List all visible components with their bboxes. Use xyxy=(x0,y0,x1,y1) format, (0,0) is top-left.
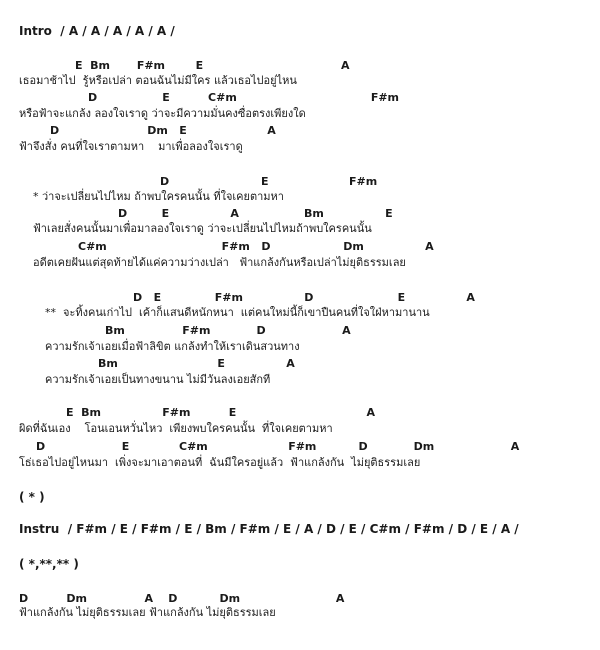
verse1-chords-2: D E C#m F#m xyxy=(88,91,400,104)
chorus-lyric-2: ฟ้าเลยสั่งคนนั้นมาเพื่อมาลองใจเราดู ว่าจะเปลี่ยนไปไหมถ้าพบใครคนนั้น xyxy=(33,222,372,235)
repeat-chorus: ( * ) xyxy=(19,490,45,504)
ending-chords: D Dm A D Dm A xyxy=(19,592,345,605)
verse2-lyric-2: โธ่เธอไปอยู่ไหนมา เพิ่งจะมาเอาตอนที่ ฉันมีใครอยู่แล้ว ฟ้าแกล้งกัน ไม่ยุติธรรมเลย xyxy=(19,456,421,469)
chorus-lyric-1: * ว่าจะเปลี่ยนไปไหม ถ้าพบใครคนนั้น ที่ใจเคยตามหา xyxy=(33,190,284,203)
verse1-lyric-1: เธอมาช้าไป รู้หรือเปล่า ตอนฉันไม่มีใคร แล้วเธอไปอยู่ไหน xyxy=(19,74,297,87)
verse1-lyric-2: หรือฟ้าจะแกล้ง ลองใจเราดู ว่าจะมีความมั่นคงซื่อตรงเพียงใด xyxy=(19,107,306,120)
verse2-lyric-1: ผิดที่ฉันเอง โอนเอนหวั่นไหว เพียงพบใครคนนั้น ที่ใจเคยตามหา xyxy=(19,422,333,435)
hook-lyric-2: ความรักเจ้าเอยเมื่อฟ้าลิขิต แกล้งทำให้เราเดินสวนทาง xyxy=(45,340,300,353)
intro-line: Intro / A / A / A / A / A / xyxy=(19,24,175,38)
verse1-chords-3: D Dm E A xyxy=(50,124,276,137)
verse1-chords-1: E Bm F#m E A xyxy=(75,59,350,72)
chorus-lyric-3: อดีตเคยฝันแต่สุดท้ายได้แค่ความว่างเปล่า ฟ้าแกล้งกันหรือเปล่าไม่ยุติธรรมเลย xyxy=(33,256,406,269)
verse2-chords-1: E Bm F#m E A xyxy=(66,406,376,419)
hook-chords-3: Bm E A xyxy=(98,357,295,370)
repeat-sections: ( *,**,** ) xyxy=(19,557,79,571)
hook-lyric-1: ** จะทิ้งคนเก่าไป เค้าก็แสนดีหนักหนา แต่คนใหม่นี้ก็เขาปืนคนที่ใจใฝ่หามานาน xyxy=(45,306,430,319)
chorus-chords-3: C#m F#m D Dm A xyxy=(78,240,434,253)
verse1-lyric-3: ฟ้าจึงสั่ง คนที่ใจเราตามหา มาเพื่อลองใจเราดู xyxy=(19,140,243,153)
hook-lyric-3: ความรักเจ้าเอยเป็นทางขนาน ไม่มีวันลงเอยสักที xyxy=(45,373,271,386)
instrumental-line: Instru / F#m / E / F#m / E / Bm / F#m / E / A / D / E / C#m / F#m / D / E / A / xyxy=(19,522,519,536)
chorus-chords-2: D E A Bm E xyxy=(118,207,393,220)
ending-lyric: ฟ้าแกล้งกัน ไม่ยุติธรรมเลย ฟ้าแกล้งกัน ไม่ยุติธรรมเลย xyxy=(19,606,276,619)
hook-chords-2: Bm F#m D A xyxy=(105,324,351,337)
chorus-chords-1: D E F#m xyxy=(160,175,378,188)
verse2-chords-2: D E C#m F#m D Dm A xyxy=(36,440,520,453)
hook-chords-1: D E F#m D E A xyxy=(133,291,475,304)
